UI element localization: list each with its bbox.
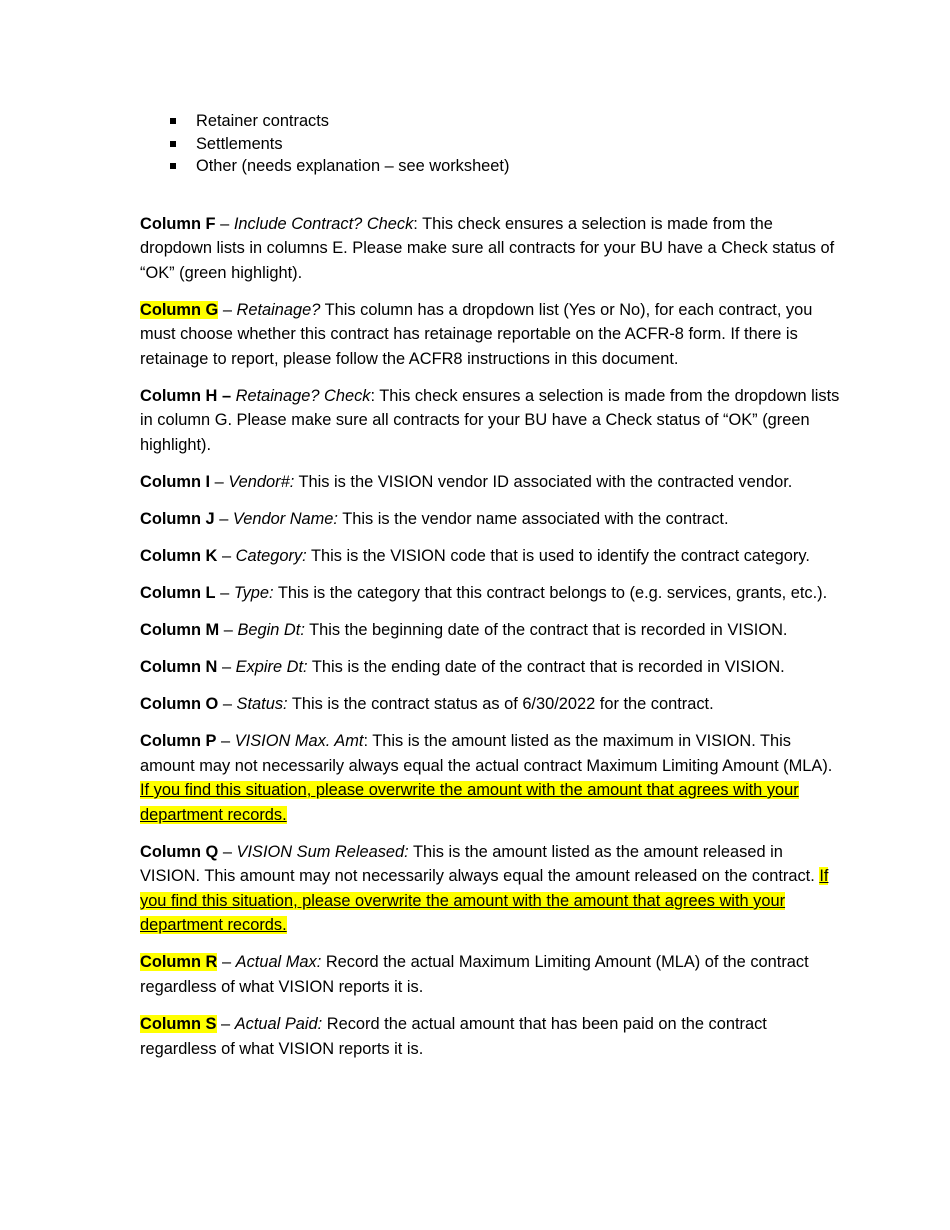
column-title: Retainage? Check [235,386,371,405]
column-label: Column Q [140,842,219,861]
column-label: Column P [140,731,217,750]
column-description: : This is the amount listed as the maximum in VISION. This amount may not necessarily always equal the actual contract Maximum Limiting Amount (MLA). [140,731,833,775]
column-p-paragraph: Column P – VISION Max. Amt: This is the amount listed as the maximum in VISION. This amount may not necessarily always equal the actual contract Maximum Limiting Amount (MLA). If you find this situation, please overwrite the amount with the amount that agrees with your department records. [140,731,833,824]
column-label: Column N [140,657,218,676]
square-bullet-icon [170,163,176,169]
bullet-text: Retainer contracts [196,112,330,130]
column-title: VISION Max. Amt [234,731,364,750]
column-label: Column O [140,694,219,713]
column-description: This is the vendor name associated with the contract. [337,510,729,528]
column-label: Column K [140,546,218,565]
column-description: This is the category that this contract belongs to (e.g. services, grants, etc.). [273,583,828,602]
column-description: This the beginning date of the contract that is recorded in VISION. [304,620,788,639]
column-title: Type: [233,583,274,602]
column-description: Record the actual amount that has been paid on the contract regardless of what VISION reports it is. [140,1015,767,1058]
column-description: This is the contract status as of 6/30/2022 for the contract. [287,694,714,713]
column-label: Column J [140,510,215,528]
column-i-paragraph: Column I – Vendor#: This is the VISION vendor ID associated with the contracted vendor. [140,473,793,492]
column-title: Actual Paid: [234,1015,323,1034]
column-title: Category: [235,546,307,565]
column-description: This is the amount listed as the amount released in VISION. This amount may not necessarily always equal the amount released on the contract. [140,842,820,886]
column-title: Actual Max: [235,953,322,972]
column-description: This column has a dropdown list (Yes or No), for each contract, you must choose whether this contract has retainage reportable on the ACFR-8 form. If there is retainage to report, please follow the ACFR8 instructions in this document. [140,300,813,368]
bullet-text: Other (needs explanation – see worksheet) [196,157,510,175]
column-r-paragraph: Column R – Actual Max: Record the actual Maximum Limiting Amount (MLA) of the contract regardless of what VISION reports it is. [140,953,809,997]
column-description: This is the ending date of the contract that is recorded in VISION. [307,657,785,676]
bullet-item-settlements [140,133,840,156]
column-title: Begin Dt: [237,620,305,639]
column-o-paragraph: Column O – Status: This is the contract status as of 6/30/2022 for the contract. [140,694,714,713]
bullet-item-retainer [140,110,840,133]
column-j-paragraph: Column J – Vendor Name: This is the vendor name associated with the contract. [140,510,729,528]
column-g-paragraph: Column G – Retainage? This column has a dropdown list (Yes or No), for each contract, you must choose whether this contract has retainage reportable on the ACFR-8 form. If there is retainage to report, please follow the ACFR8 instructions in this document. [140,300,813,368]
column-m-paragraph: Column M – Begin Dt: This the beginning date of the contract that is recorded in VISION. [140,620,788,639]
document-page [140,110,840,1074]
column-title: VISION Sum Released: [236,842,409,861]
column-q-paragraph: Column Q – VISION Sum Released: This is the amount listed as the amount released in VISION. This amount may not necessarily always equal the amount released on the contract. If you find this situation, please overwrite the amount with the amount that agrees with your department records. [140,842,829,935]
column-description: : This check ensures a selection is made from the dropdown lists in column G. Please make sure all contracts for your BU have a Check status of “OK” (green highlight). [140,386,840,455]
column-title: Vendor Name: [232,510,338,528]
column-label: Column H – [140,386,232,405]
square-bullet-icon [170,141,176,147]
column-label-highlighted: Column S [140,1015,217,1034]
column-label: Column M [140,620,220,639]
bullet-item-other [140,155,840,178]
column-label: Column L [140,583,216,602]
column-f-paragraph: Column F – Include Contract? Check: This check ensures a selection is made from the dropdown lists in columns E. Please make sure all contracts for your BU have a Check status of “OK” (green highlight). [140,214,835,282]
column-title: Retainage? [236,300,321,319]
column-h-paragraph [140,384,840,458]
column-s-paragraph: Column S – Actual Paid: Record the actual amount that has been paid on the contract regardless of what VISION reports it is. [140,1015,767,1058]
column-label: Column I [140,473,211,492]
column-title: Status: [236,694,288,713]
square-bullet-icon [170,118,176,124]
highlighted-note: If you find this situation, please overwrite the amount with the amount that agrees with your department records. [140,781,799,824]
column-description: This is the VISION vendor ID associated with the contracted vendor. [294,473,793,492]
column-description: This is the VISION code that is used to identify the contract category. [306,546,810,565]
column-l-paragraph: Column L – Type: This is the category that this contract belongs to (e.g. services, grants, etc.). [140,583,828,602]
column-description: : This check ensures a selection is made from the dropdown lists in columns E. Please make sure all contracts for your BU have a Check status of “OK” (green highlight). [140,214,835,282]
bullet-text: Settlements [196,134,283,153]
column-label-highlighted: Column G [140,300,219,319]
bullet-list [140,110,840,178]
column-title: Include Contract? Check [233,214,414,233]
column-label-highlighted: Column R [140,953,218,972]
column-description: Record the actual Maximum Limiting Amount (MLA) of the contract regardless of what VISION reports it is. [140,953,809,997]
column-label: Column F [140,214,216,233]
column-title: Vendor#: [228,473,295,492]
column-n-paragraph: Column N – Expire Dt: This is the ending date of the contract that is recorded in VISION. [140,657,785,676]
column-title: Expire Dt: [235,657,308,676]
column-k-paragraph: Column K – Category: This is the VISION code that is used to identify the contract category. [140,546,810,565]
highlighted-note: If you find this situation, please overwrite the amount with the amount that agrees with your department records. [140,867,829,935]
